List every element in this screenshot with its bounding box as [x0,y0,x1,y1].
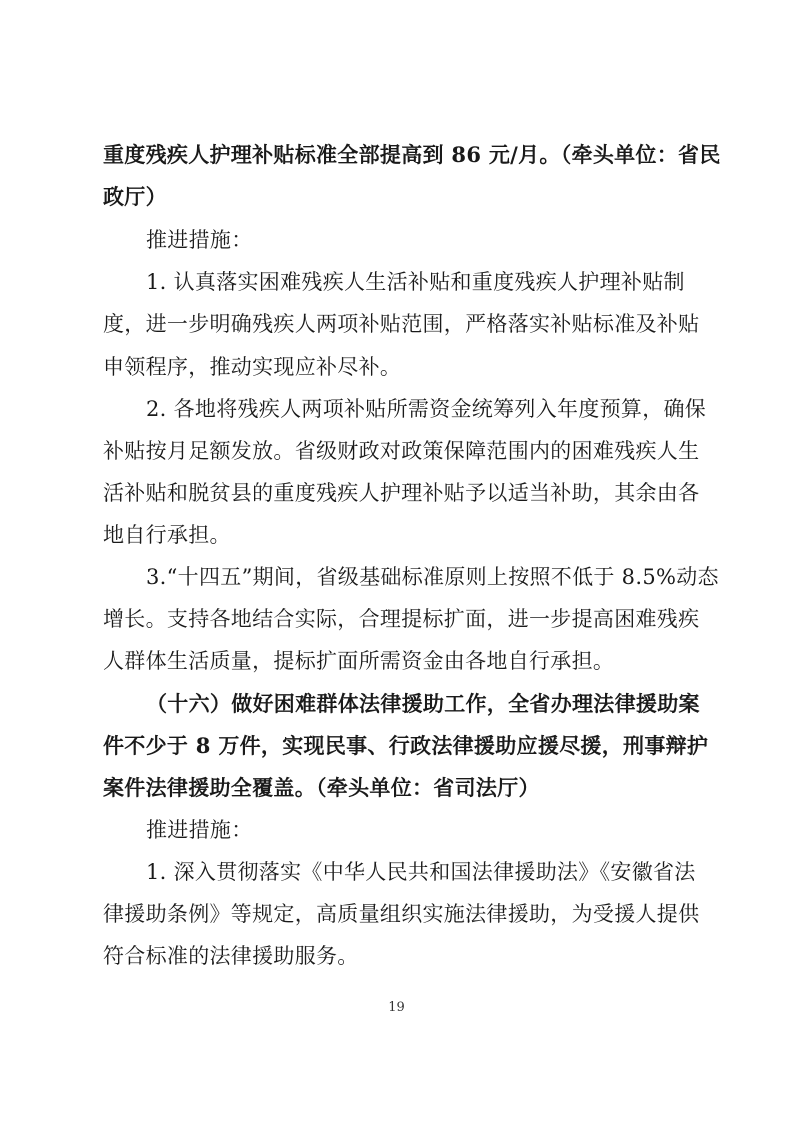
section-heading: （十六）做好困难群体法律援助工作，全省办理法律援助案 [146,691,700,716]
text-line: 案件法律援助全覆盖。（牵头单位：省司法厅） [103,775,540,800]
section-heading: 推进措施： [146,228,253,252]
text-line: 增长。支持各地结合实际，合理提标扩面，进一步提高困难残疾 [103,607,700,631]
text-line: 政厅） [103,184,167,209]
text-line: 件不少于 8 万件，实现民事、行政法律援助应援尽援，刑事辩护 [103,733,709,758]
text-line: 重度残疾人护理补贴标准全部提高到 86 元/月。（牵头单位：省民 [103,142,721,167]
text-line: 度，进一步明确残疾人两项补贴范围，严格落实补贴标准及补贴 [103,312,700,336]
text-line: 活补贴和脱贫县的重度残疾人护理补贴予以适当补助，其余由各 [103,481,700,505]
text-line: 符合标准的法律援助服务。 [103,944,359,968]
section-heading: 推进措施： [146,818,253,842]
text-line: 1. 深入贯彻落实《中华人民共和国法律援助法》《安徽省法 [146,860,696,884]
text-line: 1. 认真落实困难残疾人生活补贴和重度残疾人护理补贴制 [146,270,685,294]
text-line: 2. 各地将残疾人两项补贴所需资金统筹列入年度预算，确保 [146,397,707,421]
page-number: 19 [388,1000,405,1015]
text-line: 补贴按月足额发放。省级财政对政策保障范围内的困难残疾人生 [103,439,700,463]
text-line: 律援助条例》等规定，高质量组织实施法律援助，为受援人提供 [103,902,700,926]
text-line: 申领程序，推动实现应补尽补。 [103,355,402,379]
text-line: 3.“十四五”期间，省级基础标准原则上按照不低于 8.5%动态 [146,565,719,589]
text-line: 地自行承担。 [103,523,231,547]
text-line: 人群体生活质量，提标扩面所需资金由各地自行承担。 [103,649,615,673]
